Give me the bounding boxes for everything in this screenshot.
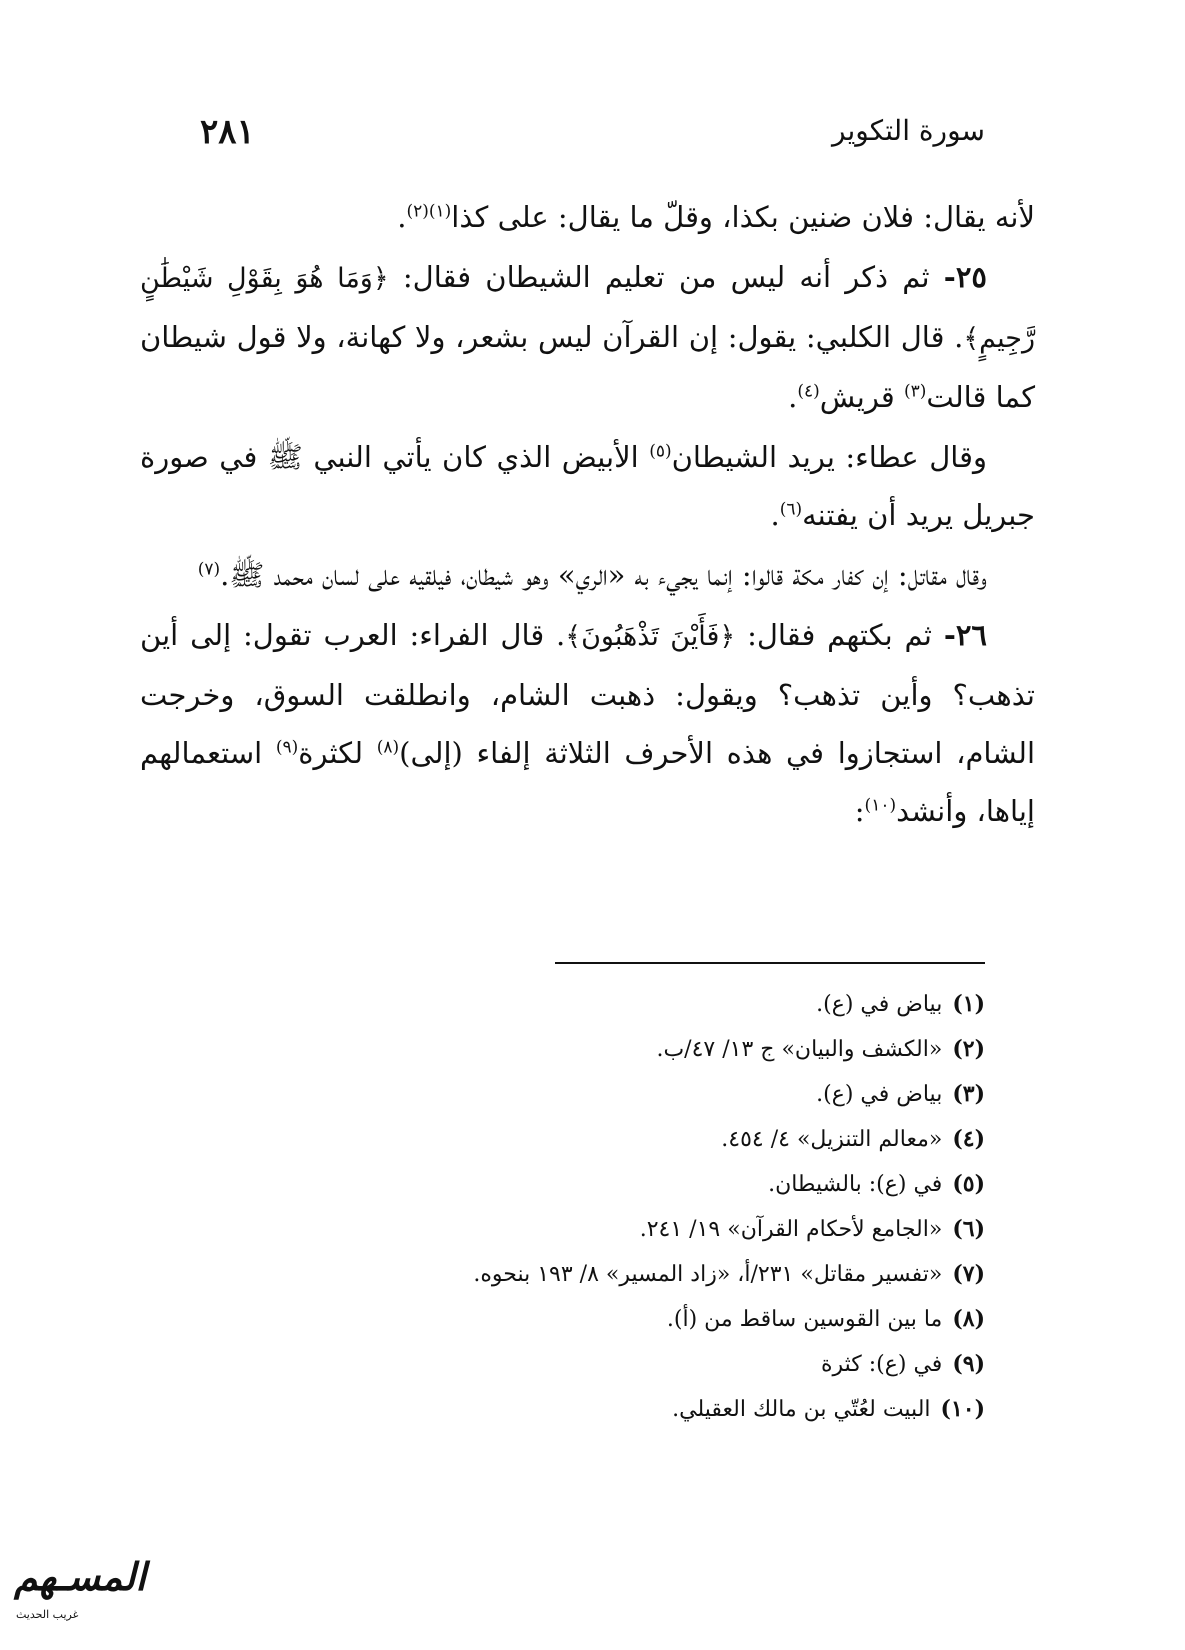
quran-quote: ﴿فَأَيْنَ تَذْهَبُونَ﴾ [565, 621, 736, 652]
footnote-ref-7[interactable]: (٧) [197, 559, 221, 580]
footnote: (٧)«تفسير مقاتل» ٢٣١/أ، «زاد المسير» ٨/ ١٩٣ بنحوه. [473, 1261, 985, 1287]
footnote-divider [555, 962, 985, 964]
main-text [140, 188, 1035, 842]
paragraph-ata: وقال عطاء: يريد الشيطان$^{(٥)}$ الأبيض الذي كان يأتي النبي ﷺ في صورة جبريل يريد أن يفتنه$^{(٦)}$. [140, 440, 1035, 532]
verse-number: ٢٦- [943, 618, 988, 652]
footnote: (٩)في (ع): كثرة [821, 1351, 985, 1377]
footnote-ref-1[interactable]: (١) [428, 201, 452, 222]
paragraph-1: لأنه يقال: فلان ضنين بكذا، وقلّ ما يقال: على كذا$^{(١)(٢)}$. [397, 200, 1035, 234]
footnote: (٨)ما بين القوسين ساقط من (أ). [666, 1306, 985, 1332]
footnote-ref-8[interactable]: (٨) [376, 737, 400, 758]
footnote: (٦)«الجامع لأحكام القرآن» ١٩/ ٢٤١. [639, 1216, 985, 1242]
footnote-ref-9[interactable]: (٩) [275, 737, 299, 758]
paragraph-26: ٢٦- ثم بكتهم فقال: ﴿فَأَيْنَ تَذْهَبُونَ﴾. قال الفراء: العرب تقول: إلى أين تذهب؟ وأين تذهب؟ ويقول: ذهبت الشام، وانطلقت السوق، وخرجت الشام، استجازوا في هذه الأحرف الثلاثة إلفاء (إلى)$^{(٨)}$ لكثرة$^{(٩)}$ استعمالهم إياها، وأنشد$^{(١٠)}$: [140, 618, 1036, 828]
footnote-ref-2[interactable]: (٢) [406, 201, 429, 222]
sura-title: سورة التكوير [832, 114, 985, 147]
footnote: (٣)بياض في (ع). [816, 1081, 985, 1107]
footnote-ref-3[interactable]: (٣) [903, 381, 927, 402]
footnote: (٢)«الكشف والبيان» ج ١٣/ ٤٧/ب. [656, 1036, 985, 1062]
footnote: (١)بياض في (ع). [816, 991, 985, 1017]
footnote-ref-5[interactable]: (٥) [649, 441, 672, 462]
paragraph-25: ٢٥- ثم ذكر أنه ليس من تعليم الشيطان فقال: ﴿وَمَا هُوَ بِقَوْلِ شَيْطَٰنٍ رَّجِيمٍ﴾. قال الكلبي: يقول: إن القرآن ليس بشعر، ولا كهانة، ولا قول شيطان كما قالت$^{(٣)}$ قريش$^{(٤)}$. [140, 260, 1035, 414]
page-number: ٢٨١ [200, 112, 255, 152]
footnote-ref-6[interactable]: (٦) [779, 499, 803, 520]
quran-quote: ﴿وَمَا هُوَ بِقَوْلِ شَيْطَٰنٍ رَّجِيمٍ﴾ [140, 263, 1035, 354]
verse-number: ٢٥- [943, 260, 987, 294]
page-header [200, 112, 985, 162]
footnotes [140, 982, 985, 1432]
footnote-ref-4[interactable]: (٤) [797, 381, 820, 402]
footnote: (٤)«معالم التنزيل» ٤/ ٤٥٤. [721, 1126, 985, 1152]
paragraph-muqatil: وقال مقاتل: إن كفار مكة قالوا: إنما يجيء به «الري» وهو شيطان، فيلقيه على لسان محمد ﷺ.$^{(٧)}$ [197, 558, 987, 592]
footnote: (١٠)البيت لعُتّي بن مالك العقيلي. [672, 1396, 985, 1422]
publisher-logo: المسـهم غريب الحديث [14, 1554, 146, 1621]
footnote-ref-10[interactable]: (١٠) [864, 795, 897, 816]
footnote: (٥)في (ع): بالشيطان. [768, 1171, 985, 1197]
